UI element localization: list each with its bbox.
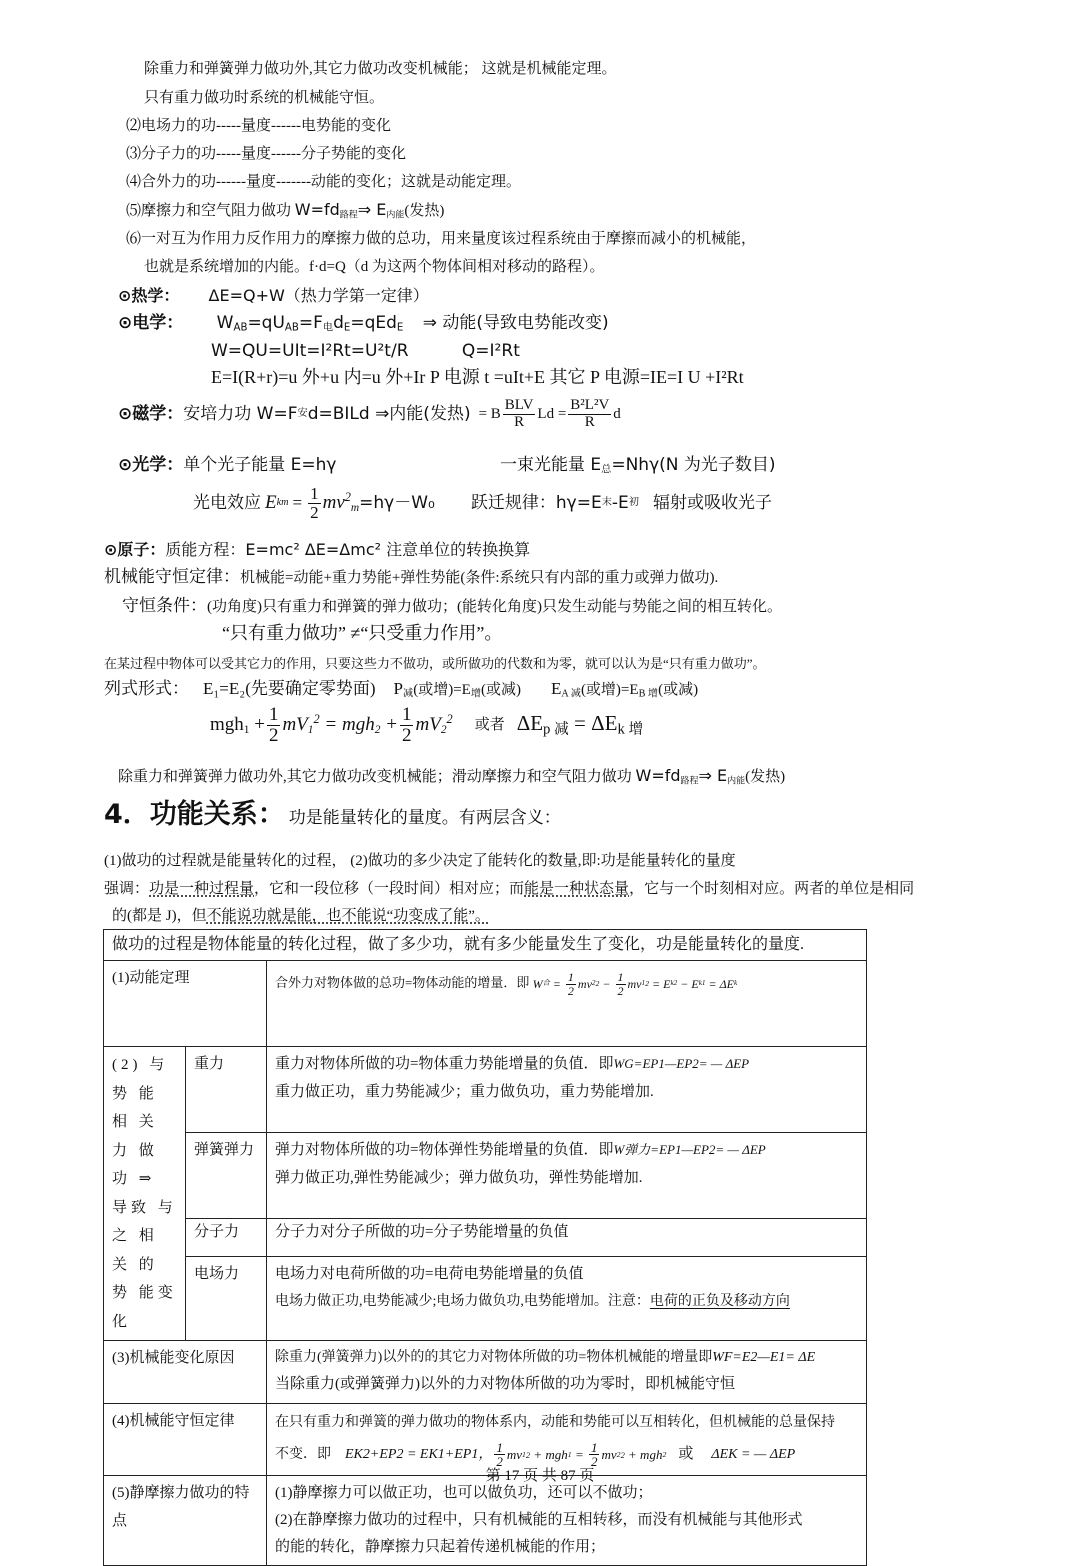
intro-item-6-line-1: ⑹一对互为作用力反作用力的摩擦力做的总功，用来量度该过程系统由于摩擦而减小的机械能， [126, 231, 757, 247]
optics-line-2: 光电效应 E km = $\frac{1}{2}$ $mv^2_m$ =hγ－W₀ 跃迁规律：hγ=E 末 -E 初 辐射或吸收光子 [193, 484, 772, 522]
optics-beam: 一束光能量 $E_总=Nh\gamma(N$ 为光子数目) [500, 455, 776, 476]
section-4-heading: 4．功能关系： 功是能量转化的量度。有两层含义： [104, 799, 561, 830]
thermo-line [118, 286, 429, 305]
intro-item-3: ⑶分子力的功-----量度------分子势能的变化 [126, 146, 406, 162]
conservation-equation: mgh$_1$ + $\frac{1}{2}$ $mV_1^2 = mgh_2$ + $\frac{1}{2}$ $mV_2^2$ 或者 $\Delta E_{p 减} = \Delta E_{k 增}$ [210, 704, 644, 746]
intro-line-2: 只有重力做功时系统的机械能守恒。 [144, 90, 385, 106]
subrow-content-spring: 弹力对物体所做的功=物体弹性势能增量的负值．即W弹力=EP1—EP2= — ΔEP 弹力做正功,弹性势能减少；弹力做负功，弹性势能增加. [267, 1133, 867, 1219]
electric-line-1: ⊙电学： $W_{AB}=qU_{AB}=F_电d_E=qEd_E$ ⇒ 动能(导致电势能改变) [118, 313, 609, 334]
row-label-kinetic: (1)动能定理 [104, 961, 267, 1047]
table-row [104, 961, 867, 1047]
section-4-emphasis-1: 强调：功是一种过程量，它和一段位移（一段时间）相对应；而能是一种状态量，它与一个时刻相对应。两者的单位是相同 [104, 881, 915, 897]
table-row [104, 1341, 867, 1404]
intro-item-6-line-2: 也就是系统增加的内能。f·d=Q（d 为这两个物体间相对移动的路程）。 [144, 259, 605, 275]
table-row [104, 1219, 867, 1257]
section-4-emphasis-2: 的(都是 J)，但不能说功就是能，也不能说“功变成了能”。 [112, 908, 490, 924]
row-group-label-potential: (2) 与 势 能 相 关 力 做 功 ⇒ 导致 与 之 相 关 的 势 能变化 [104, 1047, 186, 1341]
subrow-label-gravity: 重力 [186, 1047, 267, 1133]
intro-item-5: ⑸摩擦力和空气阻力做功 W=fd路程⇒ E内能(发热) [126, 200, 445, 220]
magnetic-line: ⊙磁学： 安培力功 W=F 安 d=BILd ⇒内能(发热) = B $\frac{\text{BLV}}{R}$ Ld = $\frac{\text{B²L²V}}{R}$ d [118, 397, 621, 430]
section-4-meaning: (1)做功的过程就是能量转化的过程， (2)做功的多少决定了能转化的数量,即:功是能量转化的量度 [104, 853, 736, 869]
row-content-conservation: 在只有重力和弹簧的弹力做功的物体系内，动能和势能可以互相转化，但机械能的总量保持 不变．即 EK2+EP2 = EK1+EP1， $\frac{1}{2}$ mv 1 2 + mgh 1 = $\frac{1}{2}$ mv 2 2 + mgh 2 或 ΔEK = — ΔEP [267, 1403, 867, 1476]
conservation-condition: 守恒条件：(功角度)只有重力和弹簧的弹力做功；(能转化角度)只发生动能与势能之间的相互转化。 [122, 596, 782, 615]
magnetic-equation: = B $\frac{\text{BLV}}{R}$ Ld = $\frac{\text{B²L²V}}{R}$ d [478, 397, 621, 430]
thermo-formula: ΔE=Q+W（热力学第一定律） [208, 286, 429, 305]
row-content-static-friction: (1)静摩擦力可以做正功，也可以做负功，还可以不做功； (2)在静摩擦力做功的过程中，只有机械能的互相转移，而没有机械能与其他形式 的能的转化，静摩擦力只起着传递机械能的作用； [267, 1476, 867, 1566]
electric-line-2: W=QU=UIt=I²Rt=U²t/R Q=I²Rt [211, 341, 520, 361]
intro-item-2: ⑵电场力的功-----量度------电势能的变化 [126, 118, 391, 134]
subrow-content-gravity: 重力对物体所做的功=物体重力势能增量的负值．即WG=EP1—EP2= — ΔEP 重力做正功，重力势能减少；重力做负功，重力势能增加. [267, 1047, 867, 1133]
conservation-forms: 列式形式： E₁=E₂(先要确定零势面) $P_减$(或增)$=E_增$(或减) $E_{A 减}$(或增)$=E_{B 增}$(或减) [104, 679, 699, 700]
subrow-content-molecular: 分子力对分子所做的功=分子势能增量的负值 [267, 1219, 867, 1257]
subrow-label-spring: 弹簧弹力 [186, 1133, 267, 1219]
conservation-friction: 除重力和弹簧弹力做功外,其它力做功改变机械能；滑动摩擦力和空气阻力做功 W=fd路程⇒ E内能(发热) [118, 766, 786, 786]
intro-item-4: ⑷合外力的功------量度-------动能的变化；这就是动能定理。 [126, 174, 521, 190]
table-row [104, 1476, 867, 1566]
optics-line-1: ⊙光学：单个光子能量 E=hγ [118, 455, 337, 475]
subrow-label-molecular: 分子力 [186, 1219, 267, 1257]
subrow-content-electric: 电场力对电荷所做的功=电荷电势能增量的负值 电场力做正功,电势能减少;电场力做负功,电势能增加。注意：电荷的正负及移动方向 [267, 1257, 867, 1341]
table-header: 做功的过程是物体能量的转化过程，做了多少功，就有多少能量发生了变化，功是能量转化的量度. [104, 930, 867, 961]
conservation-quote: “只有重力做功” ≠“只受重力作用”。 [222, 623, 503, 643]
row-content-mechanical-change: 除重力(弹簧弹力)以外的的其它力对物体所做的功=物体机械能的增量即WF=E2—E1= ΔE 当除重力(或弹簧弹力)以外的力对物体所做的功为零时，即机械能守恒 [267, 1341, 867, 1404]
page-footer: 第 17 页 共 87 页 [485, 1468, 595, 1484]
electric-line-3: E=I(R+r)=u 外+u 内=u 外+Ir P 电源 t =uIt+E 其它 P 电源=IE=I U +I²Rt [211, 367, 744, 387]
table-row [104, 1257, 867, 1341]
conservation-title: 机械能守恒定律：机械能=动能+重力势能+弹性势能(条件:系统只有内部的重力或弹力做功). [104, 567, 719, 586]
row-label-conservation: (4)机械能守恒定律 [104, 1403, 267, 1476]
thermo-label: ⊙热学： [118, 286, 180, 305]
row-label-static-friction: (5)静摩擦力做功的特点 [104, 1476, 267, 1566]
table-row [104, 1133, 867, 1219]
table-header-row [104, 930, 867, 961]
subrow-label-electric: 电场力 [186, 1257, 267, 1341]
atomic-line: ⊙原子：质能方程：E=mc² ΔE=Δmc² 注意单位的转换换算 [104, 540, 531, 559]
table-row [104, 1047, 867, 1133]
intro-line-1: 除重力和弹簧弹力做功外,其它力做功改变机械能； 这就是机械能定理。 [144, 61, 617, 77]
row-content-kinetic: 合外力对物体做的总功=物体动能的增量．即 W 合 = $\frac{1}{2}$ mv 2 2 − $\frac{1}{2}$ mv 1 2 = E k2 − E k1 = ΔE k [267, 961, 867, 1047]
conservation-note: 在某过程中物体可以受其它力的作用，只要这些力不做功，或所做功的代数和为零，就可以认为是“只有重力做功”。 [104, 656, 766, 671]
row-label-mechanical-change: (3)机械能变化原因 [104, 1341, 267, 1404]
